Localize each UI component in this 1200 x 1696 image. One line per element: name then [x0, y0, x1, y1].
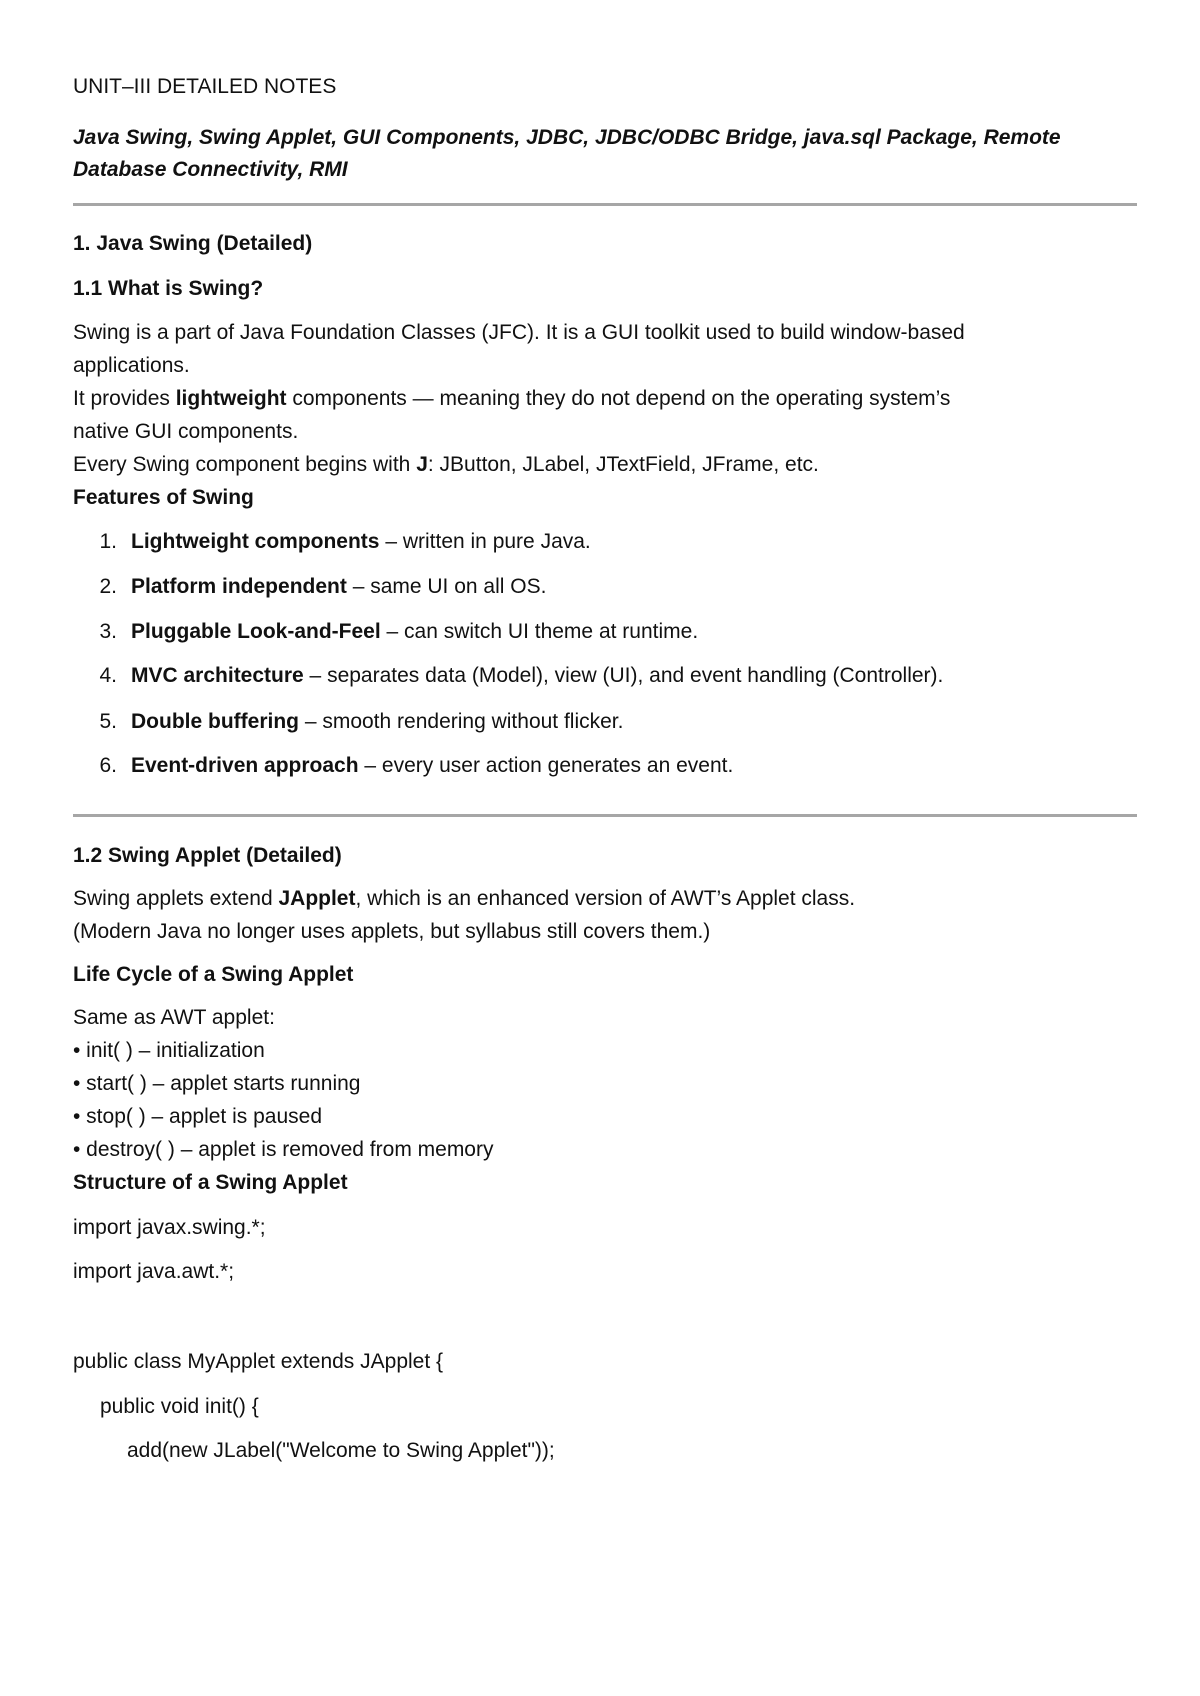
paragraph-line: Every Swing component begins with J: JButton, JLabel, JTextField, JFrame, etc. [73, 453, 819, 476]
subheading-what-is-swing: 1.1 What is Swing? [73, 277, 264, 300]
code-line: public void init() { [100, 1395, 259, 1418]
document-subtitle: Java Swing, Swing Applet, GUI Components, JDBC, JDBC/ODBC Bridge, java.sql Package, Remote Database Connectivity, RMI [73, 126, 1061, 181]
list-item: • stop( ) – applet is paused [73, 1105, 322, 1128]
paragraph-line: applications. [73, 354, 190, 377]
document-page [73, 0, 1137, 1696]
code-line: import java.awt.*; [73, 1260, 235, 1283]
bold-term: lightweight [175, 387, 287, 410]
lifecycle-heading: Life Cycle of a Swing Applet [73, 963, 354, 986]
section-divider [73, 814, 1137, 817]
lifecycle-list [73, 1001, 1137, 1166]
section-divider [73, 203, 1137, 206]
list-item: • init( ) – initialization [73, 1039, 265, 1062]
paragraph-line: Swing is a part of Java Foundation Classes (JFC). It is a GUI toolkit used to build window-based [73, 321, 965, 344]
features-heading: Features of Swing [73, 486, 254, 509]
swing-applet-paragraph [73, 882, 1137, 948]
bold-term: J [416, 453, 428, 476]
paragraph-line: native GUI components. [73, 420, 299, 443]
feature-item: 5. Double buffering – smooth rendering without flicker. [99, 710, 624, 733]
bold-term: JApplet [278, 887, 356, 910]
section-heading-java-swing: 1. Java Swing (Detailed) [73, 232, 313, 255]
code-line: add(new JLabel("Welcome to Swing Applet")); [127, 1439, 555, 1462]
paragraph-line: It provides lightweight components — meaning they do not depend on the operating system’s [73, 387, 951, 410]
code-line: public class MyApplet extends JApplet { [73, 1350, 444, 1373]
paragraph-line: (Modern Java no longer uses applets, but syllabus still covers them.) [73, 920, 711, 943]
list-item: • destroy( ) – applet is removed from memory [73, 1138, 494, 1161]
paragraph-line: Swing applets extend JApplet, which is an enhanced version of AWT’s Applet class. [73, 887, 856, 910]
feature-item: 6. Event-driven approach – every user action generates an event. [99, 754, 734, 777]
feature-item: 4. MVC architecture – separates data (Model), view (UI), and event handling (Controller). [99, 664, 944, 687]
lifecycle-intro: Same as AWT applet: [73, 1006, 275, 1029]
swing-intro-paragraph [73, 316, 1137, 481]
feature-item: 2. Platform independent – same UI on all OS. [99, 575, 547, 598]
feature-item: 1. Lightweight components – written in pure Java. [99, 530, 591, 553]
document-title: UNIT–III DETAILED NOTES [73, 75, 337, 98]
structure-heading: Structure of a Swing Applet [73, 1171, 348, 1194]
section-heading-swing-applet: 1.2 Swing Applet (Detailed) [73, 844, 342, 867]
list-item: • start( ) – applet starts running [73, 1072, 361, 1095]
code-line: import javax.swing.*; [73, 1216, 266, 1239]
feature-item: 3. Pluggable Look-and-Feel – can switch UI theme at runtime. [99, 620, 699, 643]
